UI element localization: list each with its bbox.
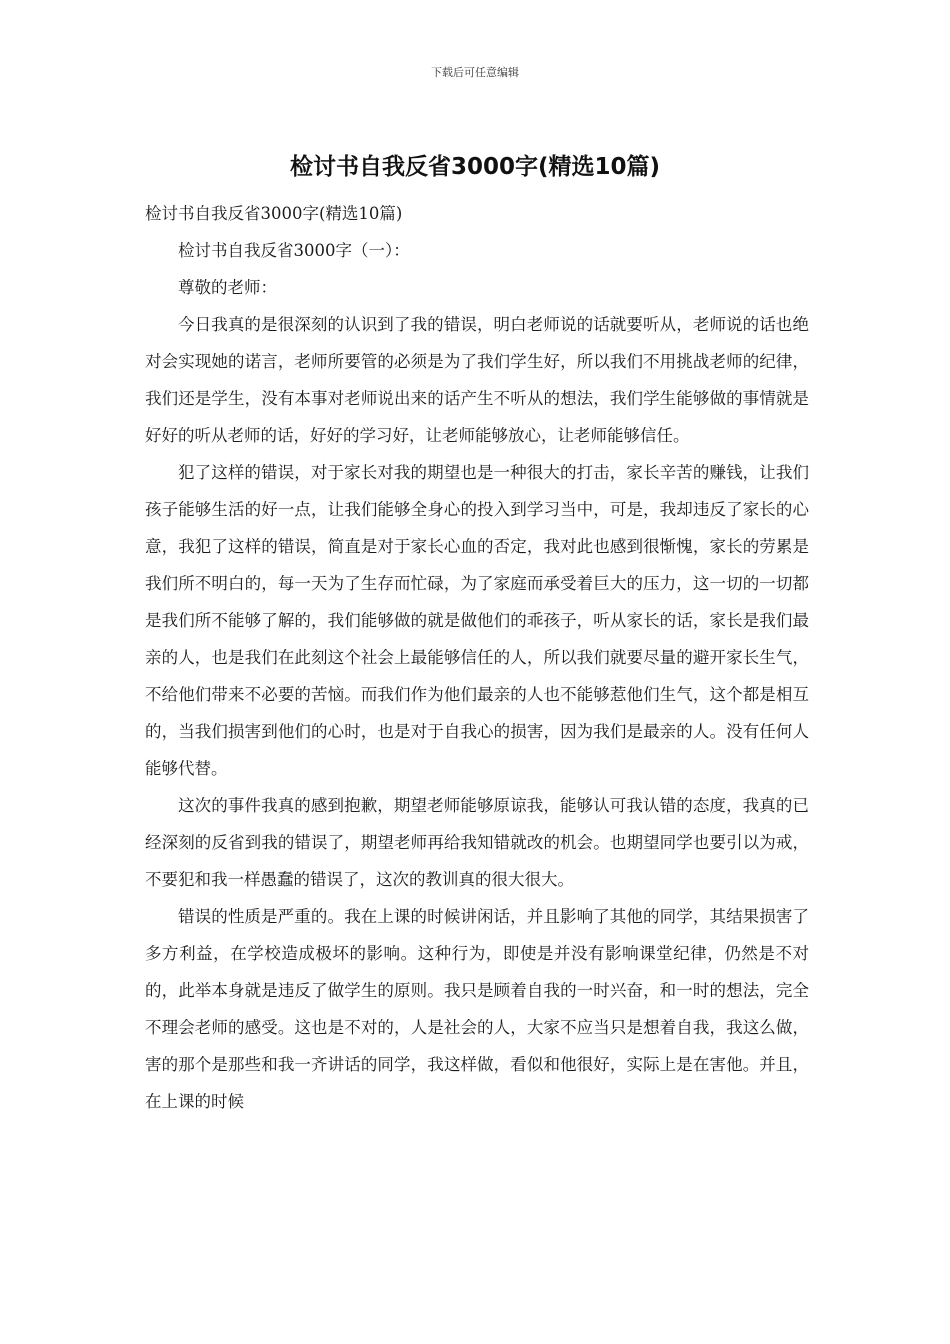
- document-body: [145, 195, 809, 1120]
- page-header: 下载后可任意编辑: [431, 66, 519, 79]
- salutation: 尊敬的老师：: [178, 278, 277, 297]
- body-paragraph: 错误的性质是严重的。我在上课的时候讲闲话，并且影响了其他的同学，其结果损害了多方利益，在学校造成极坏的影响。这种行为，即使是并没有影响课堂纪律，仍然是不对的，此举本身就是违反了做学生的原则。我只是顾着自我的一时兴奋，和一时的想法，完全不理会老师的感受。这也是不对的，人是社会的人，大家不应当只是想着自我，我这么做，害的那个是那些和我一齐讲话的同学，我这样做，看似和他很好，实际上是在害他。并且，在上课的时候: [145, 907, 809, 1111]
- document-subtitle: 检讨书自我反省3000字(精选10篇): [145, 204, 403, 223]
- document-title: 检讨书自我反省3000字(精选10篇): [289, 154, 661, 180]
- body-paragraph: 犯了这样的错误，对于家长对我的期望也是一种很大的打击，家长辛苦的赚钱，让我们孩子能够生活的好一点，让我们能够全身心的投入到学习当中，可是，我却违反了家长的心意，我犯了这样的错误，简直是对于家长心血的否定，我对此也感到很惭愧，家长的劳累是我们所不明白的，每一天为了生存而忙碌，为了家庭而承受着巨大的压力，这一切的一切都是我们所不能够了解的，我们能够做的就是做他们的乖孩子，听从家长的话，家长是我们最亲的人，也是我们在此刻这个社会上最能够信任的人，所以我们就要尽量的避开家长生气，不给他们带来不必要的苦恼。而我们作为他们最亲的人也不能够惹他们生气，这个都是相互的，当我们损害到他们的心时，也是对于自我心的损害，因为我们是最亲的人。没有任何人能够代替。: [145, 463, 809, 778]
- body-paragraph: 今日我真的是很深刻的认识到了我的错误，明白老师说的话就要听从，老师说的话也绝对会实现她的诺言，老师所要管的必须是为了我们学生好，所以我们不用挑战老师的纪律，我们还是学生，没有本事对老师说出来的话产生不听从的想法，我们学生能够做的事情就是好好的听从老师的话，好好的学习好，让老师能够放心，让老师能够信任。: [145, 315, 809, 445]
- body-paragraph: 这次的事件我真的感到抱歉，期望老师能够原谅我，能够认可我认错的态度，我真的已经深刻的反省到我的错误了，期望老师再给我知错就改的机会。也期望同学也要引以为戒，不要犯和我一样愚蠢的错误了，这次的教训真的很大很大。: [145, 796, 809, 889]
- section-heading: 检讨书自我反省3000字（一）：: [178, 241, 410, 260]
